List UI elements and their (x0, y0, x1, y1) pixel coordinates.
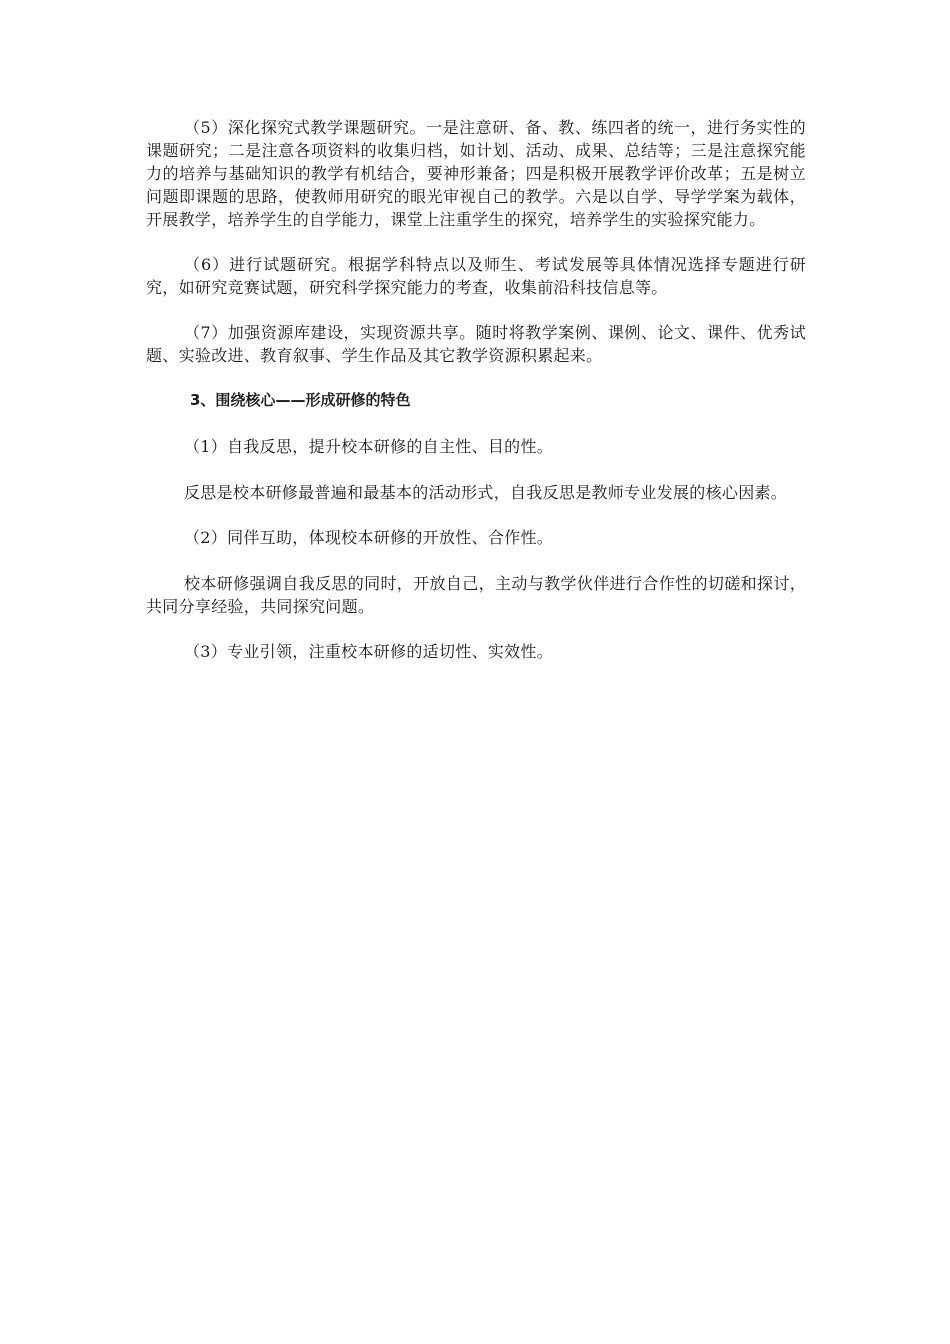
item-1-title: （1）自我反思，提升校本研修的自主性、目的性。 (184, 437, 554, 456)
item-1-body: 反思是校本研修最普遍和最基本的活动形式，自我反思是教师专业发展的核心因素。 (184, 483, 788, 502)
document-page (146, 116, 806, 686)
item-2-body: 校本研修强调自我反思的同时，开放自己，主动与教学伙伴进行合作性的切磋和探讨，共同分享经验，共同探究问题。 (146, 574, 806, 616)
item-3-title: （3）专业引领，注重校本研修的适切性、实效性。 (184, 642, 554, 661)
item-2-title: （2）同伴互助，体现校本研修的开放性、合作性。 (184, 528, 554, 547)
paragraph-5: （5）深化探究式教学课题研究。一是注意研、备、教、练四者的统一，进行务实性的课题研究；二是注意各项资料的收集归档，如计划、活动、成果、总结等；三是注意探究能力的培养与基础知识的教学有机结合，要神形兼备；四是积极开展教学评价改革；五是树立问题即课题的思路，使教师用研究的眼光审视自己的教学。六是以自学、导学学案为载体，开展教学，培养学生的自学能力，课堂上注重学生的探究，培养学生的实验探究能力。 (146, 118, 806, 229)
section-3-heading: 3、围绕核心——形成研修的特色 (190, 391, 411, 409)
paragraph-6: （6）进行试题研究。根据学科特点以及师生、考试发展等具体情况选择专题进行研究，如研究竞赛试题，研究科学探究能力的考查，收集前沿科技信息等。 (146, 255, 806, 297)
paragraph-7: （7）加强资源库建设，实现资源共享。随时将教学案例、课例、论文、课件、优秀试题、实验改进、教育叙事、学生作品及其它教学资源积累起来。 (146, 323, 806, 365)
